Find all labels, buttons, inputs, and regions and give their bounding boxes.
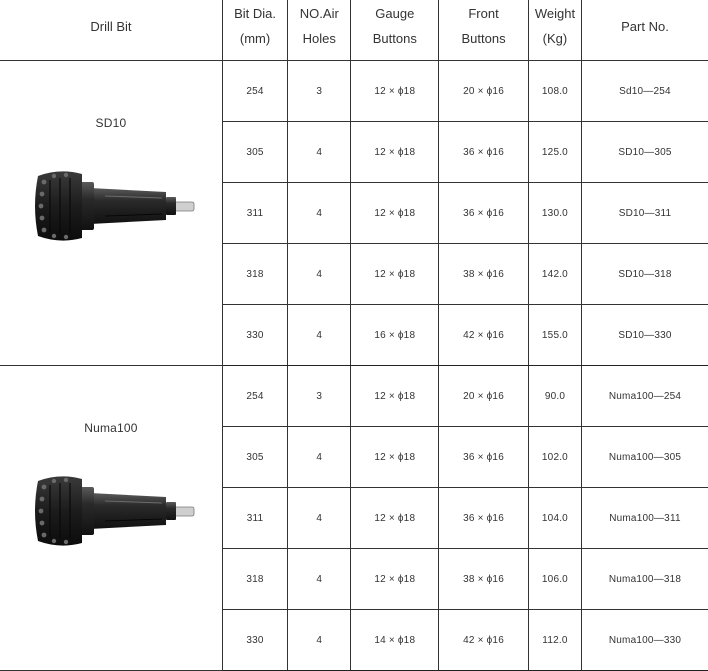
cell-part: SD10—311 [581, 183, 708, 244]
cell-front: 42 × ϕ16 [439, 610, 529, 671]
cell-weight: 142.0 [528, 244, 581, 305]
model-cell [0, 61, 222, 366]
header-dia-line-1: Bit Dia. [234, 6, 276, 21]
header-air-holes [288, 0, 351, 61]
cell-gauge: 12 × ϕ18 [351, 61, 439, 122]
cell-front: 36 × ϕ16 [439, 488, 529, 549]
header-gauge-line-2: Buttons [372, 31, 417, 46]
cell-holes: 4 [288, 305, 351, 366]
table-row [0, 366, 708, 427]
cell-part: Numa100—318 [581, 549, 708, 610]
cell-dia: 311 [222, 183, 287, 244]
cell-front: 42 × ϕ16 [439, 305, 529, 366]
cell-dia: 305 [222, 122, 287, 183]
cell-weight: 155.0 [528, 305, 581, 366]
header-weight [528, 0, 581, 61]
header-part-line-1: Part No. [621, 18, 669, 34]
cell-holes: 4 [288, 488, 351, 549]
cell-gauge: 12 × ϕ18 [351, 366, 439, 427]
cell-weight: 90.0 [528, 366, 581, 427]
header-front-line-2: Buttons [461, 31, 506, 46]
drill-bit-image [30, 166, 198, 246]
model-name: SD10 [95, 116, 127, 130]
cell-front: 20 × ϕ16 [439, 366, 529, 427]
cell-weight: 108.0 [528, 61, 581, 122]
cell-dia: 254 [222, 61, 287, 122]
model-cell [0, 366, 222, 671]
cell-gauge: 16 × ϕ18 [351, 305, 439, 366]
model-name: Numa100 [84, 421, 138, 435]
cell-gauge: 12 × ϕ18 [351, 427, 439, 488]
cell-holes: 3 [288, 61, 351, 122]
cell-gauge: 12 × ϕ18 [351, 122, 439, 183]
cell-dia: 305 [222, 427, 287, 488]
cell-part: SD10—330 [581, 305, 708, 366]
cell-holes: 4 [288, 549, 351, 610]
header-row [0, 0, 708, 61]
cell-weight: 130.0 [528, 183, 581, 244]
header-part-number [581, 0, 708, 61]
header-holes-line-1: NO.Air [299, 6, 339, 21]
cell-weight: 102.0 [528, 427, 581, 488]
cell-gauge: 12 × ϕ18 [351, 244, 439, 305]
header-gauge-buttons [351, 0, 439, 61]
header-dia-line-2: (mm) [239, 31, 271, 46]
cell-front: 36 × ϕ16 [439, 122, 529, 183]
table-row [0, 61, 708, 122]
cell-part: SD10—305 [581, 122, 708, 183]
cell-weight: 112.0 [528, 610, 581, 671]
cell-part: Numa100—254 [581, 366, 708, 427]
cell-holes: 3 [288, 366, 351, 427]
cell-gauge: 12 × ϕ18 [351, 488, 439, 549]
header-model [0, 0, 222, 61]
cell-part: Numa100—311 [581, 488, 708, 549]
cell-dia: 311 [222, 488, 287, 549]
cell-weight: 125.0 [528, 122, 581, 183]
cell-holes: 4 [288, 122, 351, 183]
cell-dia: 330 [222, 610, 287, 671]
cell-holes: 4 [288, 427, 351, 488]
cell-holes: 4 [288, 610, 351, 671]
header-model-label: Drill Bit [90, 18, 132, 34]
cell-front: 36 × ϕ16 [439, 427, 529, 488]
header-bit-diameter [222, 0, 287, 61]
cell-holes: 4 [288, 244, 351, 305]
cell-front: 20 × ϕ16 [439, 61, 529, 122]
cell-part: SD10—318 [581, 244, 708, 305]
cell-front: 38 × ϕ16 [439, 244, 529, 305]
cell-holes: 4 [288, 183, 351, 244]
cell-front: 38 × ϕ16 [439, 549, 529, 610]
header-weight-line-1: Weight [534, 6, 576, 21]
cell-weight: 106.0 [528, 549, 581, 610]
header-front-line-1: Front [468, 6, 499, 21]
header-holes-line-2: Holes [302, 31, 336, 46]
cell-weight: 104.0 [528, 488, 581, 549]
cell-front: 36 × ϕ16 [439, 183, 529, 244]
cell-part: Numa100—305 [581, 427, 708, 488]
cell-part: Sd10—254 [581, 61, 708, 122]
cell-dia: 318 [222, 549, 287, 610]
cell-dia: 330 [222, 305, 287, 366]
header-weight-line-2: (Kg) [542, 31, 568, 46]
drill-bit-image [30, 471, 198, 551]
cell-gauge: 14 × ϕ18 [351, 610, 439, 671]
cell-dia: 254 [222, 366, 287, 427]
cell-part: Numa100—330 [581, 610, 708, 671]
cell-dia: 318 [222, 244, 287, 305]
header-gauge-line-1: Gauge [375, 6, 415, 21]
cell-gauge: 12 × ϕ18 [351, 183, 439, 244]
header-front-buttons [439, 0, 529, 61]
cell-gauge: 12 × ϕ18 [351, 549, 439, 610]
